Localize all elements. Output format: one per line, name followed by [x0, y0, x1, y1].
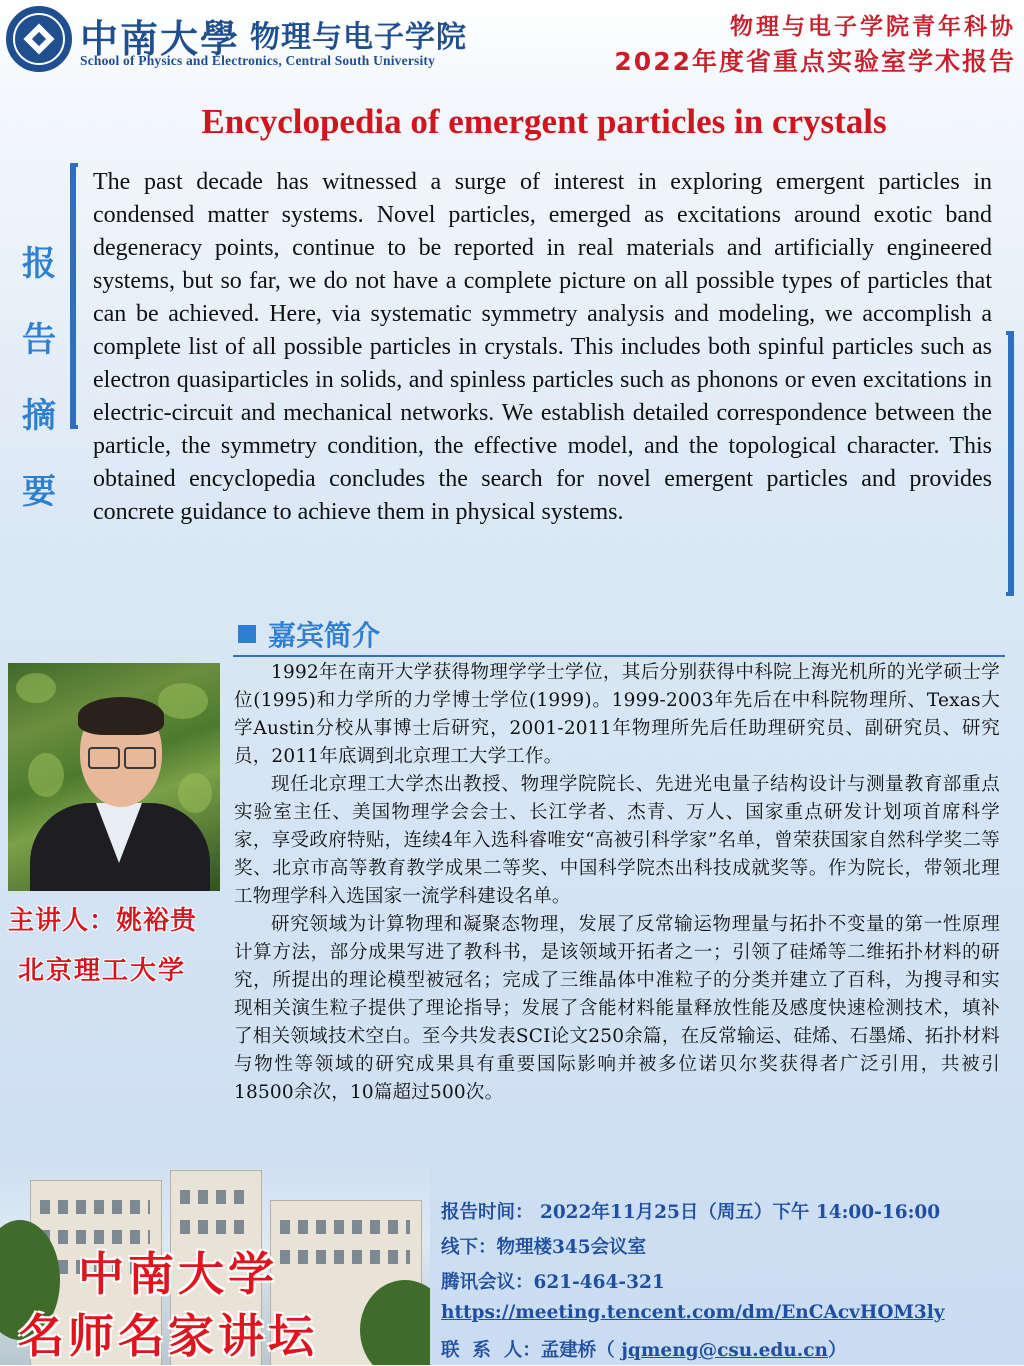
abstract-text: The past decade has witnessed a surge of interest in exploring emergent particles in condensed matter systems. Novel particles, emerged as excitations around exotic band degeneracy points, continue to be reported in real materials and artificially engineered systems, but so far, we do not have a complete picture on all possible types of particles that can be achieved. Here, via systematic symmetry analysis and modeling, we accomplish a complete list of all possible particles in crystals. This includes both spinful particles such as electron quasiparticles in solids, and spinless particles such as phonons or even excitations in electric-circuit and mechanical networks. We establish detailed correspondence between the particle, the symmetry condition, the effective model, and the topological character. This obtained encyclopedia concludes the search for novel emergent particles and provides concrete guidance to achieve them in physical systems. [93, 169, 992, 525]
university-name-cn: 中南大學 [80, 16, 241, 61]
abstract-bracket-left [70, 163, 78, 429]
talk-title: Encyclopedia of emergent particles in crystals [201, 102, 887, 141]
organizer-line: 物理与电子学院青年科协 [730, 14, 1016, 40]
abstract-bracket-right [1006, 331, 1014, 596]
school-name-cn: 物理与电子学院 [250, 20, 467, 55]
speaker-name: 主讲人：姚裕贵 [8, 906, 198, 936]
forum-title-line2: 名师名家讲坛 [18, 1309, 318, 1363]
contact-email-link[interactable]: jqmeng@csu.edu.cn [621, 1340, 828, 1361]
contact-row [441, 1336, 846, 1362]
abstract-label-char: 摘 [22, 396, 56, 436]
abstract-label [18, 236, 60, 540]
bio-paragraph: 1992年在南开大学获得物理学学士学位，其后分别获得中科院上海光机所的光学硕士学位(1995)和力学所的力学博士学位(1999)。1999-2003年先后在中科院物理所、Texas大学Austin分校从事博士后研究，2001-2011年物理所先后任助理研究员、副研究员、研究员，2011年底调到北京理工大学工作。 [234, 662, 1000, 767]
abstract-label-char: 报 [22, 244, 56, 284]
speaker-affiliation: 北京理工大学 [18, 956, 187, 986]
abstract-label-char: 要 [22, 472, 56, 512]
bio-heading-label: 嘉宾简介 [268, 619, 381, 652]
bio-paragraph: 研究领域为计算物理和凝聚态物理，发展了反常输运物理量与拓扑不变量的第一性原理计算方法，部分成果写进了教科书，是该领域开拓者之一；引领了硅烯等二维拓扑材料的研究，所提出的理论模型被冠名；完成了三维晶体中准粒子的分类并建立了百科，为搜寻和实现相关演生粒子提供了理论指导；发展了含能材料能量释放性能及感度快速检测技术，填补了相关领域技术空白。至今共发表SCI论文250余篇，在反常输运、硅烯、石墨烯、拓扑材料与物性等领域的研究成果具有重要国际影响并被多位诺贝尔奖获得者广泛引用，共被引18500余次，10篇超过500次。 [234, 914, 1000, 1103]
talk-time: 报告时间： 2022年11月25日（周五）下午 14:00-16:00 [441, 1202, 941, 1223]
contact-prefix: 联 系 人：孟建桥（ [441, 1340, 622, 1361]
series-line: 2022年度省重点实验室学术报告 [614, 47, 1016, 76]
abstract-label-char: 告 [22, 320, 56, 360]
meeting-link[interactable]: https://meeting.tencent.com/dm/EnCAcvHOM3ly [441, 1302, 945, 1323]
tencent-meeting-id: 腾讯会议：621-464-321 [441, 1272, 665, 1293]
bio-text [234, 659, 1000, 1107]
university-seal-logo [6, 6, 72, 72]
square-bullet-icon [238, 625, 256, 643]
speaker-photo [8, 663, 220, 891]
bio-divider [233, 655, 1005, 657]
contact-suffix: ） [827, 1340, 847, 1361]
bio-heading [238, 614, 380, 654]
forum-title-line1: 中南大学 [78, 1247, 278, 1301]
bio-paragraph: 现任北京理工大学杰出教授、物理学院院长、先进光电量子结构设计与测量教育部重点实验室主任、美国物理学会会士、长江学者、杰青、万人、国家重点研发计划项首席科学家，享受政府特贴，连续4年入选科睿唯安“高被引科学家”名单，曾荣获国家自然科学奖二等奖、北京市高等教育教学成果二等奖、中国科学院杰出科技成就奖等。作为院长，带领北理工物理学科入选国家一流学科建设名单。 [234, 774, 1000, 907]
talk-venue: 线下：物理楼345会议室 [441, 1237, 647, 1258]
school-name-en: School of Physics and Electronics, Central South University [80, 53, 436, 68]
meeting-link-row [441, 1302, 945, 1323]
